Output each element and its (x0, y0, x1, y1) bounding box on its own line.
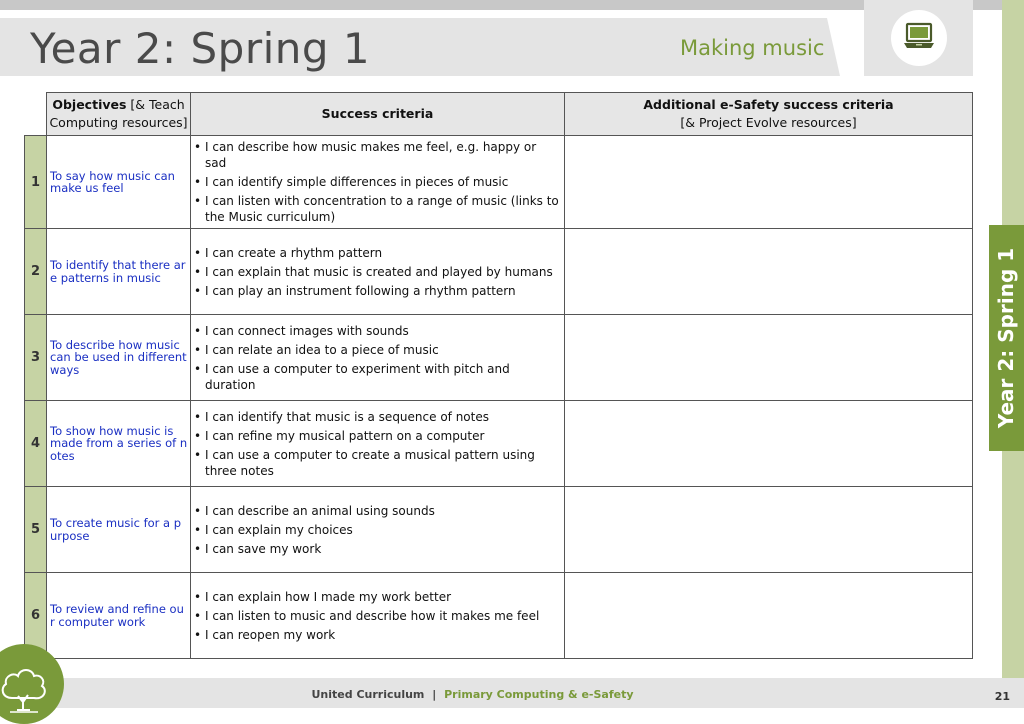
unit-icon-badge (891, 10, 947, 66)
lesson-number: 6 (25, 573, 47, 659)
lesson-objective: To describe how music can be used in different ways (47, 315, 191, 401)
esafety-header-rest: [& Project Evolve resources] (680, 115, 857, 130)
footer-subject: Primary Computing & e-Safety (444, 688, 634, 701)
criterion-item: • I can describe an animal using sounds (194, 503, 560, 519)
laptop-icon (902, 21, 936, 56)
table-row (25, 487, 973, 573)
lesson-objective: To create music for a purpose (47, 487, 191, 573)
esafety-cell (565, 401, 973, 487)
criterion-item: • I can use a computer to create a musical pattern using three notes (194, 447, 560, 479)
footer-text (0, 688, 945, 701)
lesson-number: 2 (25, 229, 47, 315)
unit-title: Making music (680, 36, 825, 60)
lesson-objective: To show how music is made from a series of notes (47, 401, 191, 487)
criterion-item: • I can play an instrument following a rhythm pattern (194, 283, 560, 299)
esafety-cell (565, 136, 973, 229)
criterion-item: • I can explain that music is created and played by humans (194, 264, 560, 280)
page-title: Year 2: Spring 1 (30, 24, 371, 73)
lesson-objective: To say how music can make us feel (47, 136, 191, 229)
lesson-number: 5 (25, 487, 47, 573)
criterion-item: • I can use a computer to experiment with pitch and duration (194, 361, 560, 393)
tree-logo-icon (0, 711, 64, 724)
success-criteria-cell (191, 573, 565, 659)
criterion-item: • I can listen to music and describe how it makes me feel (194, 608, 560, 624)
table-header-row (25, 93, 973, 136)
esafety-header (565, 93, 973, 136)
esafety-cell (565, 315, 973, 401)
success-criteria-header (191, 93, 565, 136)
table-row (25, 401, 973, 487)
table-row (25, 315, 973, 401)
lesson-number: 3 (25, 315, 47, 401)
success-criteria-cell (191, 401, 565, 487)
success-criteria-cell (191, 229, 565, 315)
table-row (25, 229, 973, 315)
criterion-item: • I can explain how I made my work better (194, 589, 560, 605)
success-criteria-header-label: Success criteria (321, 106, 434, 121)
side-tab-label: Year 2: Spring 1 (994, 247, 1019, 429)
criterion-item: • I can relate an idea to a piece of music (194, 342, 560, 358)
criterion-item: • I can explain my choices (194, 522, 560, 538)
lesson-number: 4 (25, 401, 47, 487)
esafety-cell (565, 229, 973, 315)
footer-org: United Curriculum (311, 688, 425, 701)
success-criteria-cell (191, 315, 565, 401)
lesson-objective: To identify that there are patterns in music (47, 229, 191, 315)
page-number: 21 (994, 690, 1010, 703)
curriculum-table (24, 92, 973, 659)
criterion-item: • I can listen with concentration to a range of music (links to the Music curriculum) (194, 193, 560, 225)
esafety-cell (565, 487, 973, 573)
side-tab (989, 225, 1024, 451)
esafety-header-bold: Additional e-Safety success criteria (643, 97, 894, 112)
header-corner (25, 93, 47, 136)
objectives-header-rest: [& Teach Computing resources] (49, 97, 188, 130)
criterion-item: • I can identify that music is a sequence of notes (194, 409, 560, 425)
criterion-item: • I can create a rhythm pattern (194, 245, 560, 261)
success-criteria-cell (191, 487, 565, 573)
criterion-item: • I can save my work (194, 541, 560, 557)
objectives-header (47, 93, 191, 136)
table-row (25, 573, 973, 659)
footer-separator: | (432, 688, 437, 701)
objectives-header-bold: Objectives (52, 97, 127, 112)
table-row (25, 136, 973, 229)
criterion-item: • I can identify simple differences in pieces of music (194, 174, 560, 190)
esafety-cell (565, 573, 973, 659)
criterion-item: • I can connect images with sounds (194, 323, 560, 339)
lesson-number: 1 (25, 136, 47, 229)
lesson-objective: To review and refine our computer work (47, 573, 191, 659)
criterion-item: • I can reopen my work (194, 627, 560, 643)
success-criteria-cell (191, 136, 565, 229)
criterion-item: • I can refine my musical pattern on a computer (194, 428, 560, 444)
criterion-item: • I can describe how music makes me feel, e.g. happy or sad (194, 139, 560, 171)
